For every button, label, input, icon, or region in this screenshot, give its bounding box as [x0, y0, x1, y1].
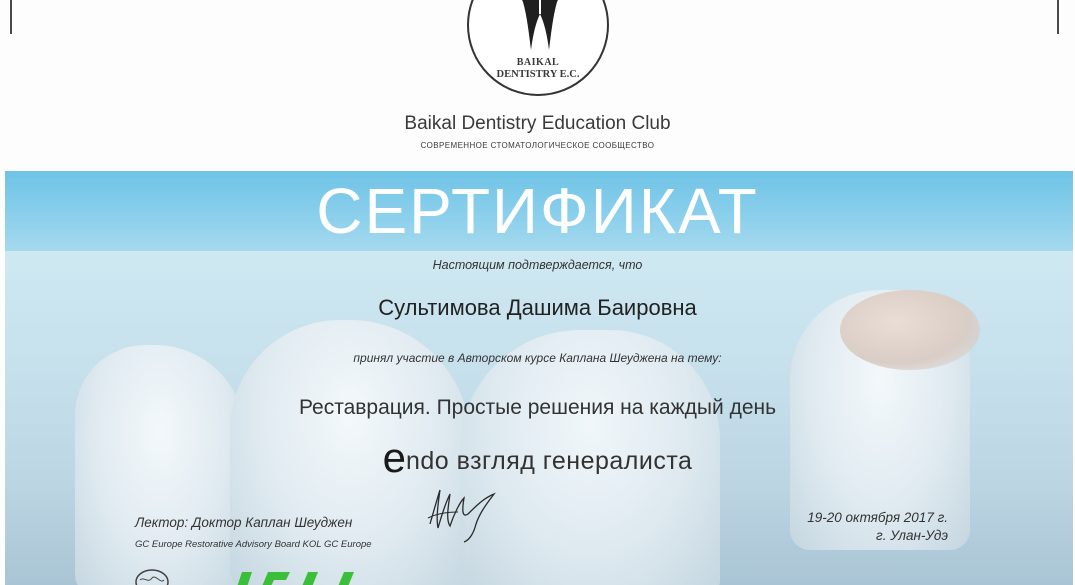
confirmation-text: Настоящим подтверждается, что	[432, 258, 643, 272]
endo-e-glyph: e	[382, 434, 406, 481]
logo-line-2: DENTISTRY E.C.	[496, 69, 580, 80]
corner-mark-left	[10, 0, 12, 34]
participation-text: принял участие в Авторском курсе Каплана Шеуджена на тему:	[353, 351, 722, 365]
lecturer-title: GC Europe Restorative Advisory Board KOL GC Europe	[135, 539, 372, 550]
recipient-name: Сультимова Дашима Баировна	[378, 295, 697, 320]
lecturer-line: Лектор: Доктор Каплан Шеуджен	[135, 515, 353, 530]
logo-line-1: BAIKAL	[516, 57, 560, 68]
corner-mark-right	[1057, 0, 1059, 34]
organization-tagline: СОВРЕМЕННОЕ СТОМАТОЛОГИЧЕСКОЕ СООБЩЕСТВО	[420, 141, 655, 150]
event-date: 19-20 октября 2017 г.	[807, 510, 948, 525]
club-logo	[467, 0, 609, 96]
course-subtitle	[0, 434, 1075, 482]
course-title: Реставрация. Простые решения на каждый день	[298, 396, 777, 419]
organization-name: Baikal Dentistry Education Club	[404, 113, 671, 134]
signature	[424, 484, 510, 546]
brand-logo-green	[228, 566, 388, 585]
course-subtitle-text: ndo взгляд генералиста	[405, 447, 693, 475]
tooth-tree-icon	[503, 0, 577, 56]
event-city: г. Улан-Удэ	[876, 528, 948, 543]
brain-logo-icon	[132, 566, 172, 585]
certificate-title: СЕРТИФИКАТ	[316, 175, 759, 247]
